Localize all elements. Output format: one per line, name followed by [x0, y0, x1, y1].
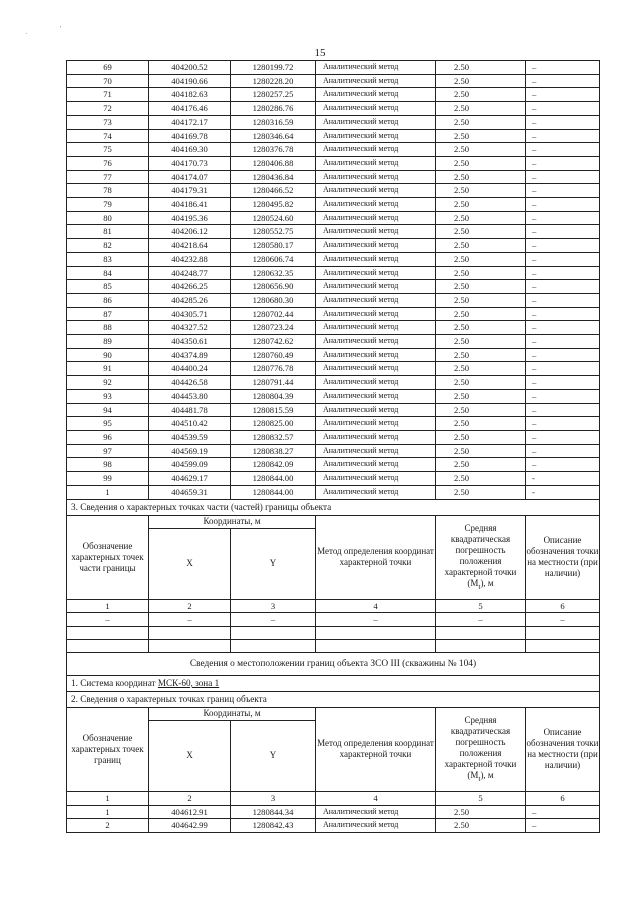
zso-caption: Сведения о местоположении границ объекта ЗСО III (скважины № 104) — [67, 652, 600, 675]
page-number: 15 — [314, 47, 326, 59]
empty-cell: – — [526, 613, 600, 627]
header-x: X — [149, 528, 231, 599]
col-num: 2 — [149, 791, 231, 805]
scan-speck: ' — [60, 26, 62, 32]
header-method: Метод определения координат характерной точки — [316, 515, 436, 599]
col-num: 4 — [316, 599, 436, 613]
document-sheet — [66, 60, 599, 833]
section-2-title: 2. Сведения о характерных точках границ объекта — [67, 691, 600, 707]
table-row: 89 404350.61 1280742.62 Аналитический метод 2.50 – — [67, 335, 600, 349]
table-row: 98 404599.09 1280842.09 Аналитический метод 2.50 – — [67, 458, 600, 472]
table-row: 2 404642.99 1280842.43 Аналитический метод 2.50 – — [67, 819, 600, 833]
col-num: 3 — [231, 599, 316, 613]
empty-cell: – — [316, 613, 436, 627]
header-y: Y — [231, 720, 316, 791]
col-num: 6 — [526, 599, 600, 613]
table-row: 99 404629.17 1280844.00 Аналитический метод 2.50 - — [67, 472, 600, 486]
table-row: 71 404182.63 1280257.25 Аналитический метод 2.50 – — [67, 88, 600, 102]
table-row: 96 404539.59 1280832.57 Аналитический метод 2.50 – — [67, 430, 600, 444]
boundary-points-table-body — [67, 61, 600, 500]
table-row: 90 404374.89 1280760.49 Аналитический метод 2.50 – — [67, 348, 600, 362]
col-num: 3 — [231, 791, 316, 805]
header-accuracy: Средняя квадратическая погрешность положения характерной точки $(M_t)$, м — [436, 515, 526, 599]
header-point-label: Обозначение характерных точек части границы — [67, 515, 149, 599]
table-row: 78 404179.31 1280466.52 Аналитический метод 2.50 – — [67, 184, 600, 198]
table-row: 94 404481.78 1280815.59 Аналитический метод 2.50 – — [67, 403, 600, 417]
header-coordinates: Координаты, м — [149, 515, 316, 528]
scan-speck: . — [26, 30, 28, 36]
col-num: 5 — [436, 599, 526, 613]
table-row: 76 404170.73 1280406.88 Аналитический метод 2.50 – — [67, 156, 600, 170]
table-row: 95 404510.42 1280825.00 Аналитический метод 2.50 – — [67, 417, 600, 431]
header-method: Метод определения координат характерной точки — [316, 707, 436, 791]
table-row: 97 404569.19 1280838.27 Аналитический метод 2.50 – — [67, 444, 600, 458]
table-row: 84 404248.77 1280632.35 Аналитический метод 2.50 – — [67, 266, 600, 280]
header-accuracy: Средняя квадратическая погрешность положения характерной точки $(M_t)$, м — [436, 707, 526, 791]
empty-cell: – — [231, 613, 316, 627]
boundary-points-table — [66, 60, 600, 833]
table-row: 1 404612.91 1280844.34 Аналитический метод 2.50 – — [67, 805, 600, 819]
table-row: 82 404218.64 1280580.17 Аналитический метод 2.50 – — [67, 239, 600, 253]
header-x: X — [149, 720, 231, 791]
table-row: 72 404176.46 1280286.76 Аналитический метод 2.50 – — [67, 102, 600, 116]
table-row: 75 404169.30 1280376.78 Аналитический метод 2.50 – — [67, 143, 600, 157]
table-row: 70 404190.66 1280228.20 Аналитический метод 2.50 – — [67, 74, 600, 88]
table-row: 77 404174.07 1280436.84 Аналитический метод 2.50 – — [67, 170, 600, 184]
header-description: Описание обозначения точки на местности (при наличии) — [526, 515, 600, 599]
table-row: 69 404200.52 1280199.72 Аналитический метод 2.50 – — [67, 61, 600, 75]
empty-cell: – — [149, 613, 231, 627]
section-3-title: 3. Сведения о характерных точках части (частей) границы объекта — [67, 499, 600, 515]
header-description: Описание обозначения точки на местности (при наличии) — [526, 707, 600, 791]
table-row: 1 404659.31 1280844.00 Аналитический метод 2.50 - — [67, 485, 600, 499]
col-num: 1 — [67, 791, 149, 805]
table-row: 79 404186.41 1280495.82 Аналитический метод 2.50 – — [67, 198, 600, 212]
table-row: 85 404266.25 1280656.90 Аналитический метод 2.50 – — [67, 280, 600, 294]
header-point-label: Обозначение характерных точек границ — [67, 707, 149, 791]
table-row: 87 404305.71 1280702.44 Аналитический метод 2.50 – — [67, 307, 600, 321]
header-y: Y — [231, 528, 316, 599]
table-row: 91 404400.24 1280776.78 Аналитический метод 2.50 – — [67, 362, 600, 376]
col-num: 1 — [67, 599, 149, 613]
empty-cell: – — [436, 613, 526, 627]
col-num: 4 — [316, 791, 436, 805]
table-row: 92 404426.58 1280791.44 Аналитический метод 2.50 – — [67, 376, 600, 390]
table-row: 83 404232.88 1280606.74 Аналитический метод 2.50 – — [67, 252, 600, 266]
table-row: 93 404453.80 1280804.39 Аналитический метод 2.50 – — [67, 389, 600, 403]
header-coordinates: Координаты, м — [149, 707, 316, 720]
table-row: 73 404172.17 1280316.59 Аналитический метод 2.50 – — [67, 115, 600, 129]
table-row: 88 404327.52 1280723.24 Аналитический метод 2.50 – — [67, 321, 600, 335]
coordinate-system: 1. Система координат МСК-60, зона 1 — [67, 675, 600, 691]
col-num: 6 — [526, 791, 600, 805]
col-num: 2 — [149, 599, 231, 613]
col-num: 5 — [436, 791, 526, 805]
table-row: 80 404195.36 1280524.60 Аналитический метод 2.50 – — [67, 211, 600, 225]
empty-cell: – — [67, 613, 149, 627]
table-row: 86 404285.26 1280680.30 Аналитический метод 2.50 – — [67, 293, 600, 307]
table-row: 74 404169.78 1280346.64 Аналитический метод 2.50 – — [67, 129, 600, 143]
table-row: 81 404206.12 1280552.75 Аналитический метод 2.50 – — [67, 225, 600, 239]
